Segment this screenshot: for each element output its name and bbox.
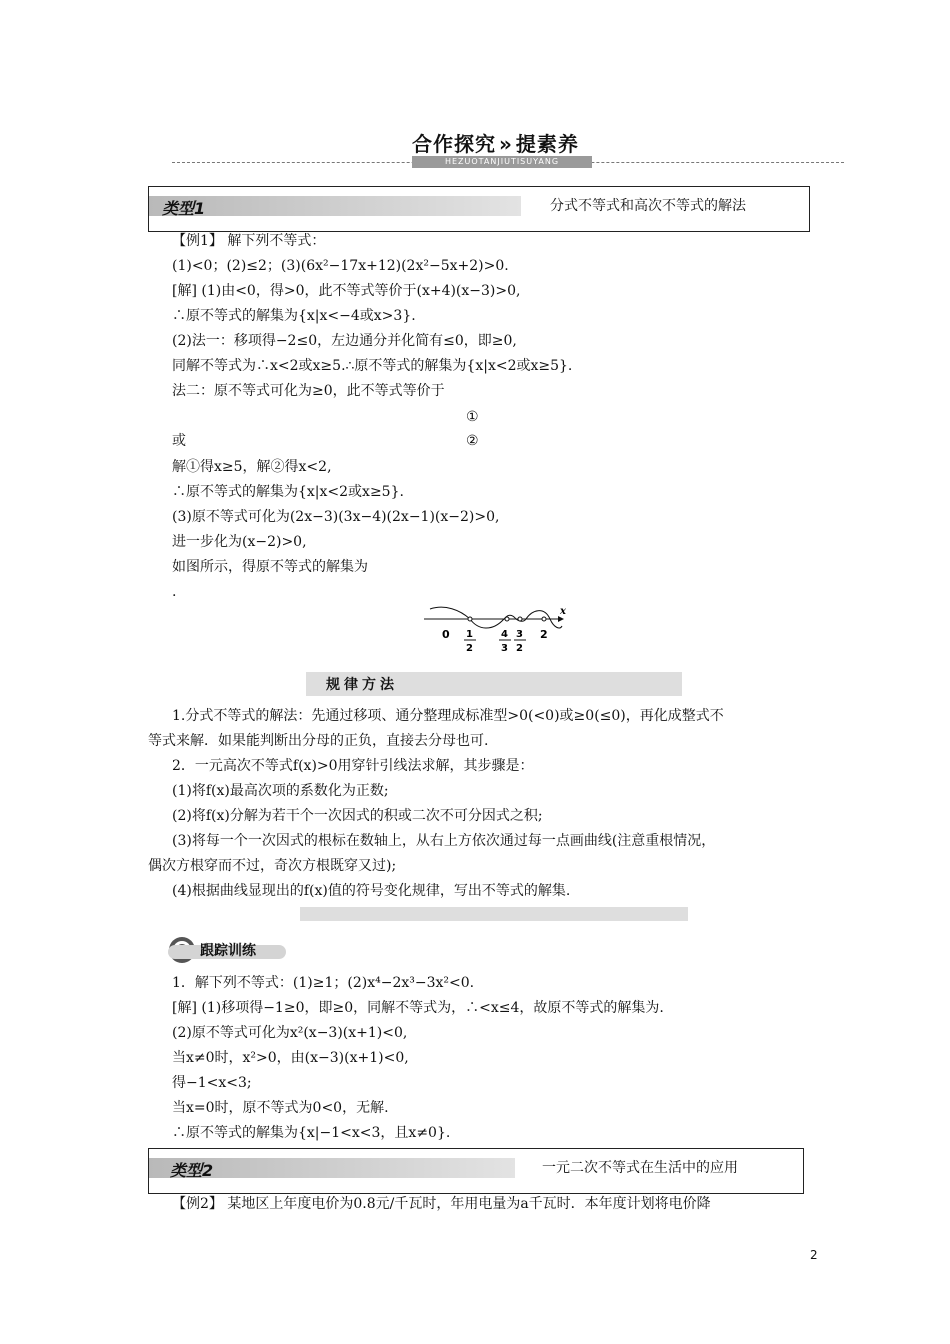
method-line: (2)将f(x)分解为若干个一次因式的积或二次不可分因式之积; [172,808,543,824]
tick-zero: 0 [442,628,450,641]
example1-marker-2: ② [466,433,479,449]
example2-line: 【例2】 某地区上年度电价为0.8元/千瓦时，年用电量为a千瓦时．本年度计划将电价降 [172,1196,711,1212]
example1-line: (1)<0；(2)≤2；(3)(6x²−17x+12)(2x²−5x+2)>0. [172,258,509,274]
tick-denominator: 3 [501,643,508,654]
tick-numerator: 1 [466,629,473,640]
root-marker [468,617,472,621]
example1-line: . [172,584,177,600]
type1-label: 类型1 [162,199,206,218]
method-line: 等式来解．如果能判断出分母的正负，直接去分母也可. [148,733,489,749]
type2-title: 一元二次不等式在生活中的应用 [542,1160,738,1176]
root-marker [505,617,509,621]
tick-denominator: 2 [466,643,473,654]
example1-line: 进一步化为(x−2)>0, [172,534,307,550]
method-footer-bar [300,907,688,921]
method-line: 偶次方根穿而不过，奇次方根既穿又过); [148,858,397,874]
example1-marker-1: ① [466,409,479,425]
tracking-label: 跟踪训练 [200,943,256,959]
tracking-line: 当x≠0时，x²>0，由(x−3)(x+1)<0, [172,1050,409,1066]
tracking-line: 得−1<x<3; [172,1075,252,1091]
method-line: (1)将f(x)最高次项的系数化为正数; [172,783,389,799]
example1-line: [解] (1)由<0，得>0，此不等式等价于(x+4)(x−3)>0, [172,283,521,299]
method-line: 2．一元高次不等式f(x)>0用穿针引线法求解，其步骤是： [172,758,534,774]
type1-title: 分式不等式和高次不等式的解法 [550,198,746,214]
method-label: 规律方法 [326,677,398,693]
page-number: 2 [810,1248,818,1262]
tick-two: 2 [540,628,548,641]
tracking-line: 1．解下列不等式：(1)≥1；(2)x⁴−2x³−3x²<0. [172,975,475,991]
root-marker [542,617,546,621]
example1-line: 如图所示，得原不等式的解集为 [172,559,368,575]
method-line: (3)将每一个一次因式的根标在数轴上，从右上方依次通过每一点画曲线(注意重根情况， [172,833,716,849]
banner-separator-icon: » [499,132,513,156]
example1-line: 【例1】 解下列不等式： [172,233,326,249]
example1-line: ∴原不等式的解集为{x|x<2或x≥5}. [172,484,404,500]
number-line-figure [420,602,570,658]
example1-line: 解①得x≥5，解②得x<2, [172,459,332,475]
banner-title-main: 合作探究 [412,132,496,156]
banner-subtitle: HEZUOTANJIUTISUYANG [412,156,592,168]
example1-line: (3)原不等式可化为(2x−3)(3x−4)(2x−1)(x−2)>0, [172,509,500,525]
tick-numerator: 3 [516,629,523,640]
example1-line: 同解不等式为∴x<2或x≥5.∴原不等式的解集为{x|x<2或x≥5}. [172,358,573,374]
tracking-line: 当x=0时，原不等式为0<0，无解. [172,1100,389,1116]
method-line: 1.分式不等式的解法：先通过移项、通分整理成标准型>0(<0)或≥0(≤0)，再化成整式不 [172,708,724,724]
tracking-line: (2)原不等式可化为x²(x−3)(x+1)<0, [172,1025,408,1041]
example1-line: ∴原不等式的解集为{x|x<−4或x>3}. [172,308,416,324]
example1-line: 或 [172,433,186,449]
section-banner-title [412,128,579,157]
banner-title-bold: 提素养 [515,132,579,156]
tracking-line: ∴原不等式的解集为{x|−1<x<3，且x≠0}. [172,1125,451,1141]
example1-line: (2)法一：移项得−2≤0，左边通分并化简有≤0，即≥0, [172,333,517,349]
tick-numerator: 4 [501,629,508,640]
tracking-line: [解] (1)移项得−1≥0，即≥0，同解不等式为，∴<x≤4，故原不等式的解集为. [172,1000,664,1016]
example1-line: 法二：原不等式可化为≥0，此不等式等价于 [172,383,445,399]
type2-label: 类型2 [170,1161,214,1180]
method-line: (4)根据曲线显现出的f(x)值的符号变化规律，写出不等式的解集. [172,883,571,899]
axis-label: x [560,606,566,617]
tick-denominator: 2 [516,643,523,654]
root-marker [518,617,522,621]
